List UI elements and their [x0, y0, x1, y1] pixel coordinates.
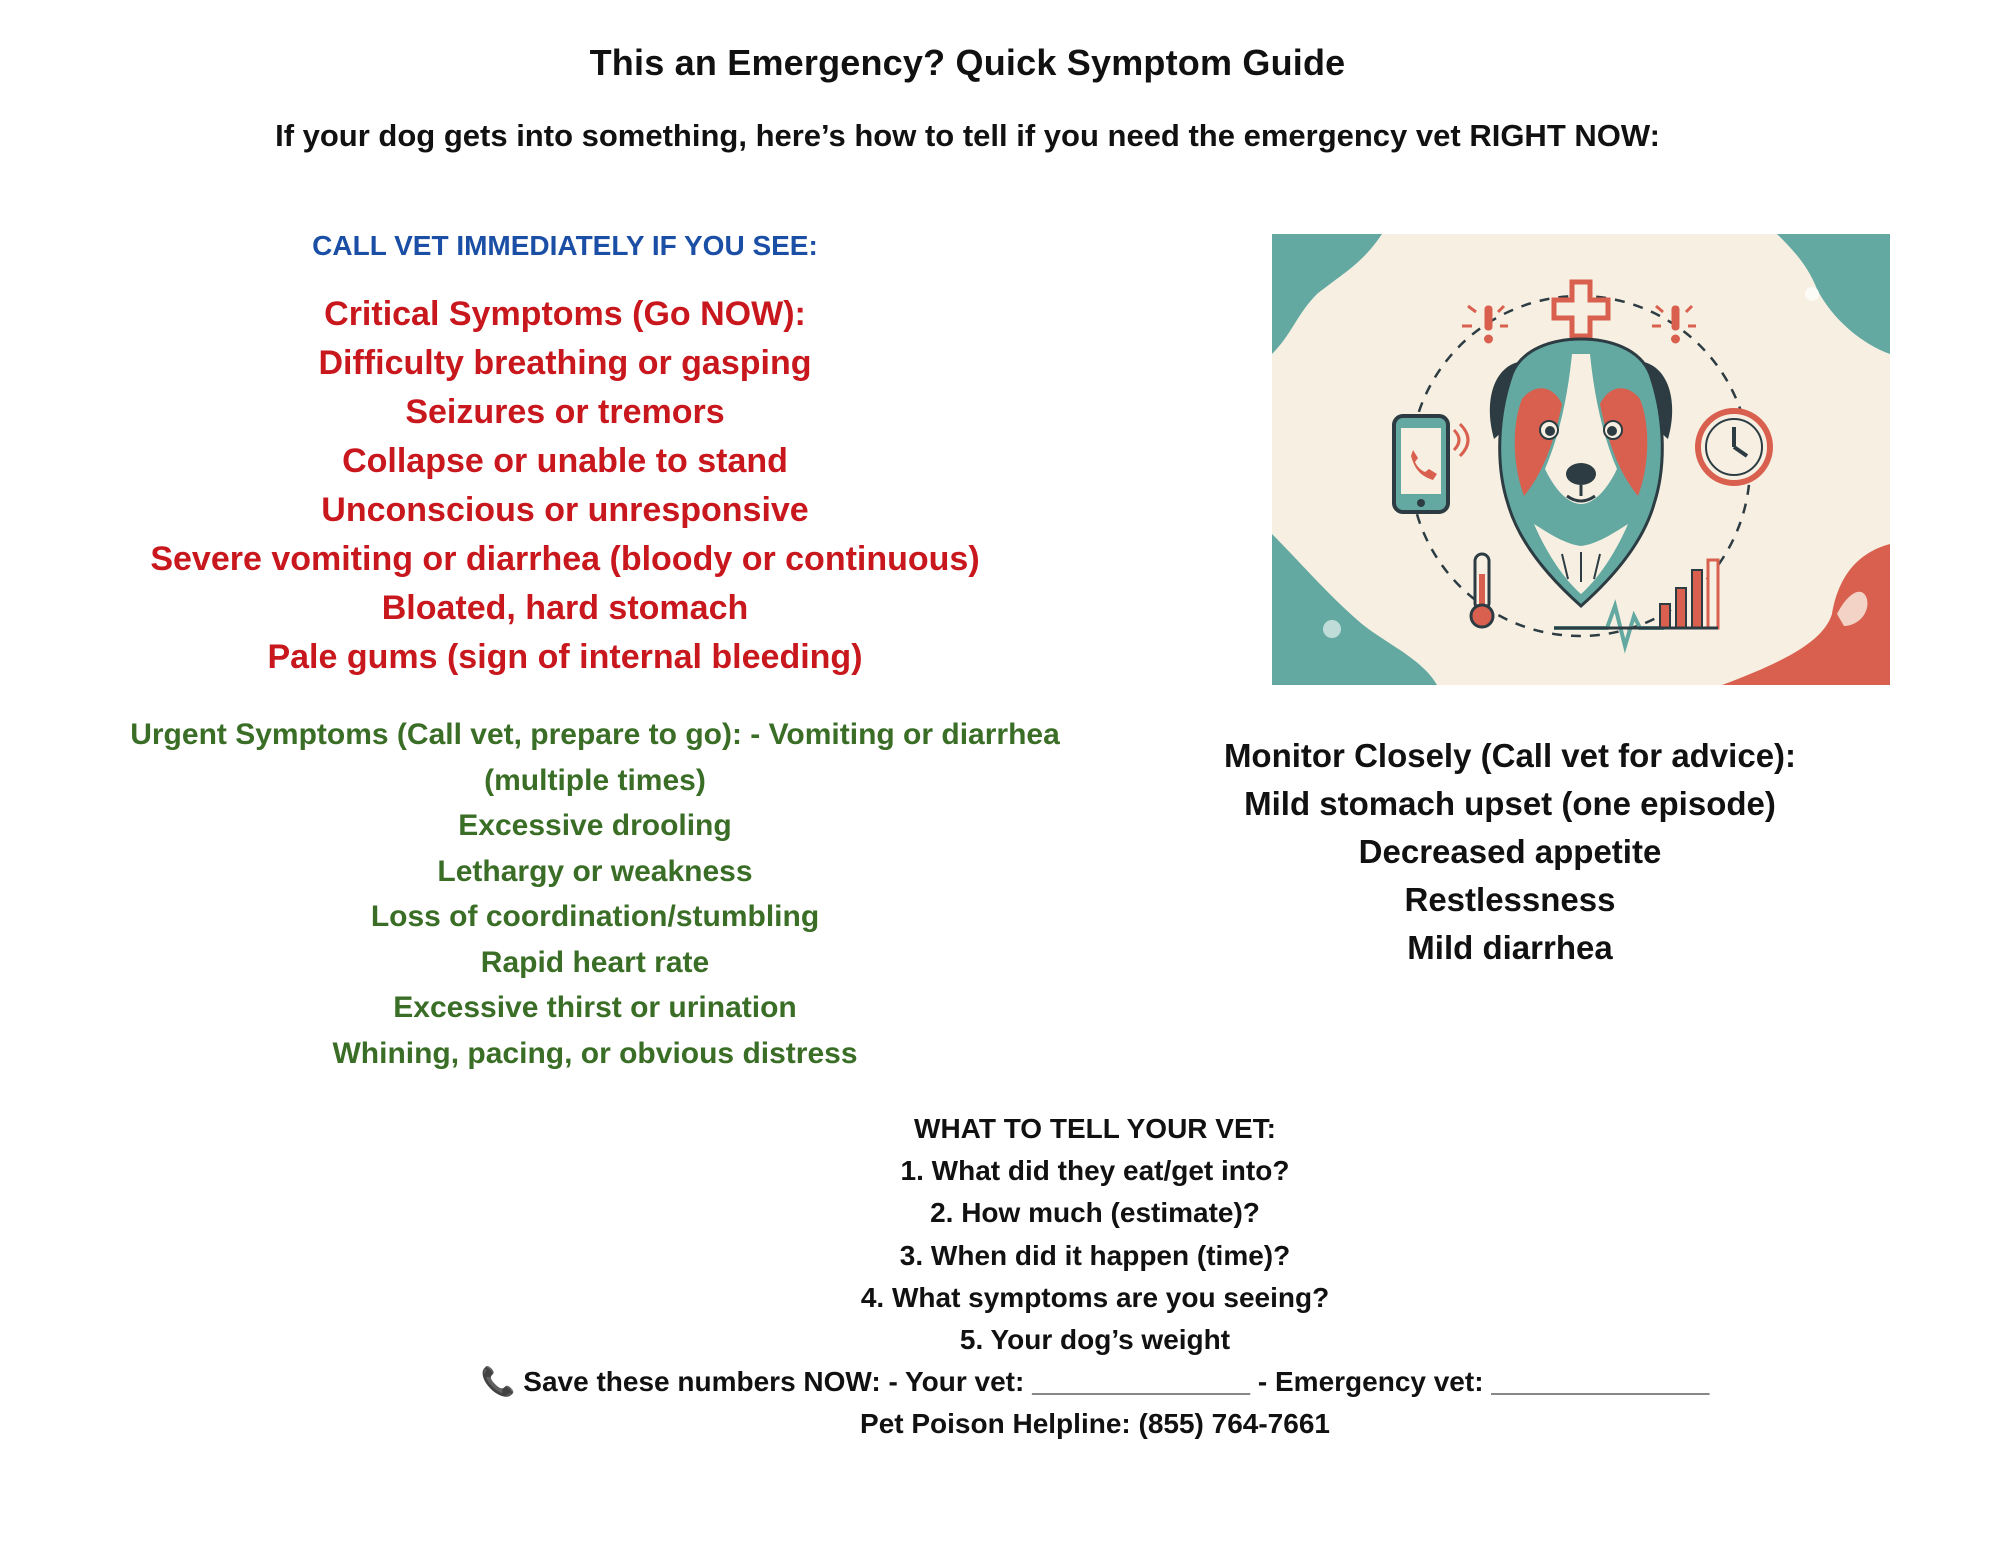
monitor-heading: Monitor Closely (Call vet for advice): [1223, 737, 1797, 774]
clock-icon [1698, 411, 1770, 483]
urgent-heading-line2: (multiple times) [484, 763, 706, 797]
page-title: This an Emergency? Quick Symptom Guide [589, 42, 1346, 83]
intro-text: If your dog gets into something, here’s how to tell if you need the emergency vet RIGHT NOW: [275, 118, 1660, 153]
critical-item: Seizures or tremors [405, 393, 725, 431]
urgent-item: Rapid heart rate [480, 945, 710, 979]
urgent-item: Excessive drooling [458, 809, 732, 842]
monitor-item: Mild stomach upset (one episode) [1244, 785, 1776, 822]
critical-symptoms-section [0, 290, 1130, 682]
critical-item: Collapse or unable to stand [342, 442, 788, 480]
tell-vet-section [0, 1108, 2000, 1446]
tell-vet-item: 1. What did they eat/get into? [900, 1155, 1290, 1187]
monitor-closely-section [1190, 732, 1830, 972]
save-numbers-line: 📞 Save these numbers NOW: - Your vet: ______________ - Emergency vet: ______________ [480, 1366, 1710, 1398]
urgent-item: Loss of coordination/stumbling [370, 900, 820, 933]
call-vet-heading: CALL VET IMMEDIATELY IF YOU SEE: [312, 230, 818, 261]
helpline-text: Pet Poison Helpline: (855) 764-7661 [860, 1408, 1330, 1440]
critical-heading: Critical Symptoms (Go NOW): [324, 295, 806, 333]
urgent-item: Lethargy or weakness [437, 854, 753, 888]
critical-item: Pale gums (sign of internal bleeding) [267, 638, 863, 676]
critical-item: Bloated, hard stomach [381, 589, 749, 627]
tell-vet-item: 5. Your dog’s weight [959, 1324, 1231, 1356]
tell-vet-item: 2. How much (estimate)? [930, 1197, 1260, 1229]
tell-vet-item: 3. When did it happen (time)? [899, 1239, 1291, 1271]
monitor-item: Mild diarrhea [1407, 929, 1613, 966]
thermometer-icon [1471, 554, 1493, 627]
monitor-item: Restlessness [1404, 881, 1616, 918]
urgent-symptoms-section [60, 712, 1130, 1076]
dog-emergency-illustration [1272, 234, 1890, 685]
critical-item: Unconscious or unresponsive [321, 491, 809, 529]
critical-item: Difficulty breathing or gasping [318, 344, 812, 382]
critical-item: Severe vomiting or diarrhea (bloody or continuous) [150, 540, 980, 578]
urgent-item: Whining, pacing, or obvious distress [332, 1036, 858, 1070]
tell-vet-item: 4. What symptoms are you seeing? [860, 1281, 1330, 1313]
monitor-item: Decreased appetite [1358, 833, 1662, 870]
urgent-item: Excessive thirst or urination [393, 991, 797, 1024]
tell-vet-heading: WHAT TO TELL YOUR VET: [914, 1113, 1276, 1144]
urgent-heading-line1: Urgent Symptoms (Call vet, prepare to go): - Vomiting or diarrhea [130, 718, 1060, 751]
